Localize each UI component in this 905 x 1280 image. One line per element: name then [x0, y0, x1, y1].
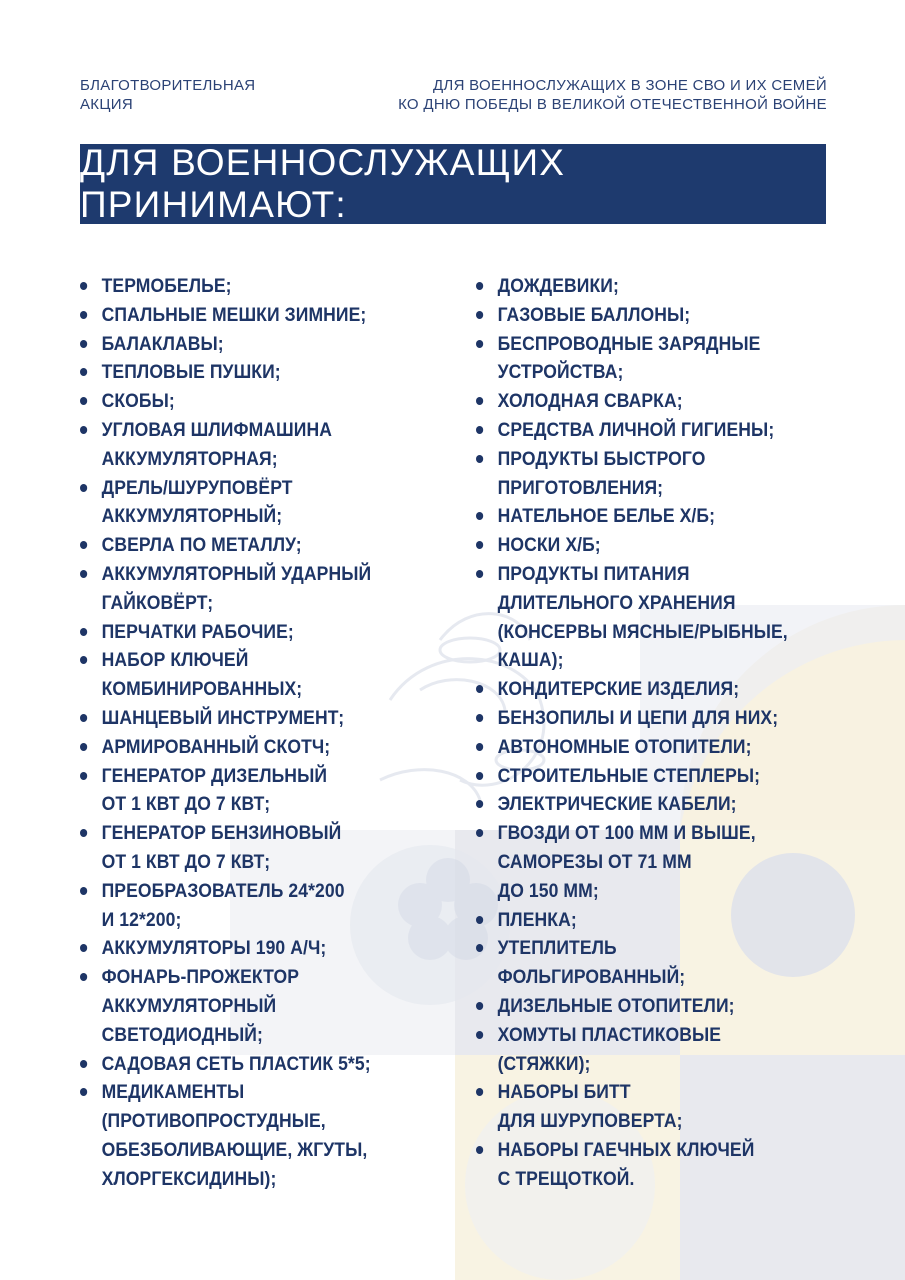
bullet-icon	[476, 1002, 483, 1010]
list-item-text: АРМИРОВАННЫЙ СКОТЧ;	[101, 735, 331, 758]
list-item-text: АВТОНОМНЫЕ ОТОПИТЕЛИ;	[497, 735, 752, 758]
list-item-text: ТЕПЛОВЫЕ ПУШКИ;	[101, 361, 281, 384]
bullet-icon	[476, 1146, 483, 1154]
list-item	[80, 1078, 404, 1193]
list-item-text: СПАЛЬНЫЕ МЕШКИ ЗИМНИЕ;	[101, 303, 367, 326]
header-right-line2: КО ДНЮ ПОБЕДЫ В ВЕЛИКОЙ ОТЕЧЕСТВЕННОЙ ВОЙНЕ	[398, 96, 827, 113]
list-item-text: ГАЗОВЫЕ БАЛЛОНЫ;	[497, 303, 691, 326]
list-item-text: БЕСПРОВОДНЫЕ ЗАРЯДНЫЕ УСТРОЙСТВА;	[497, 332, 761, 384]
bullet-icon	[80, 628, 87, 636]
bullet-icon	[476, 455, 483, 463]
page-title: ДЛЯ ВОЕННОСЛУЖАЩИХ ПРИНИМАЮТ:	[80, 142, 566, 225]
list-item	[476, 906, 800, 935]
list-item	[80, 416, 404, 474]
list-item-text: ХОМУТЫ ПЛАСТИКОВЫЕ (СТЯЖКИ);	[497, 1023, 722, 1075]
bullet-icon	[476, 800, 483, 808]
list-item-text: ПРЕОБРАЗОВАТЕЛЬ 24*200 И 12*200;	[101, 879, 345, 931]
bullet-icon	[476, 714, 483, 722]
bullet-icon	[80, 397, 87, 405]
left-items-list	[80, 272, 440, 1194]
header-left-line1: БЛАГОТВОРИТЕЛЬНАЯ	[80, 77, 256, 94]
list-item-text: СКОБЫ;	[101, 390, 175, 413]
bullet-icon	[80, 311, 87, 319]
header-left	[80, 76, 255, 114]
list-item-text: ГЕНЕРАТОР ДИЗЕЛЬНЫЙ ОТ 1 КВТ ДО 7 КВТ;	[101, 764, 328, 816]
list-item-text: ДОЖДЕВИКИ;	[497, 275, 619, 297]
list-item	[476, 762, 800, 791]
bullet-icon	[80, 340, 87, 348]
list-item	[476, 560, 800, 675]
bullet-icon	[476, 541, 483, 549]
list-item-text: УГЛОВАЯ ШЛИФМАШИНА АККУМУЛЯТОРНАЯ;	[101, 418, 333, 470]
list-item	[80, 877, 404, 935]
bullet-icon	[80, 656, 87, 664]
list-item	[476, 531, 800, 560]
list-item-text: ЭЛЕКТРИЧЕСКИЕ КАБЕЛИ;	[497, 793, 737, 816]
list-item-text: ПЕРЧАТКИ РАБОЧИЕ;	[101, 620, 294, 643]
bullet-icon	[476, 829, 483, 837]
bullet-icon	[476, 311, 483, 319]
list-item-text: НАБОРЫ ГАЕЧНЫХ КЛЮЧЕЙ С ТРЕЩОТКОЙ.	[497, 1138, 755, 1190]
bullet-icon	[476, 743, 483, 751]
list-item	[476, 445, 800, 503]
list-item-text: ПЛЕНКА;	[497, 908, 577, 931]
list-item-text: ХОЛОДНАЯ СВАРКА;	[497, 390, 683, 413]
bullet-icon	[80, 714, 87, 722]
list-item-text: ДРЕЛЬ/ШУРУПОВЁРТ АККУМУЛЯТОРНЫЙ;	[101, 476, 293, 528]
bullet-icon	[80, 426, 87, 434]
bullet-icon	[80, 570, 87, 578]
list-item-text: НАТЕЛЬНОЕ БЕЛЬЕ Х/Б;	[497, 505, 716, 528]
list-item	[80, 819, 404, 877]
right-items-list	[476, 272, 836, 1194]
header-right	[398, 76, 827, 114]
list-item	[476, 704, 800, 733]
bullet-icon	[80, 743, 87, 751]
bullet-icon	[476, 397, 483, 405]
bullet-icon	[476, 282, 483, 290]
bullet-icon	[80, 1060, 87, 1068]
list-item-text: ГВОЗДИ ОТ 100 ММ И ВЫШЕ, САМОРЕЗЫ ОТ 71 ММ ДО 150 ММ;	[497, 822, 756, 902]
list-item	[80, 358, 404, 387]
list-item	[80, 560, 404, 618]
list-item	[80, 272, 404, 301]
list-item-text: СТРОИТЕЛЬНЫЕ СТЕПЛЕРЫ;	[497, 764, 761, 787]
list-item-text: МЕДИКАМЕНТЫ (ПРОТИВОПРОСТУДНЫЕ, ОБЕЗБОЛИВАЮЩИЕ, ЖГУТЫ, ХЛОРГЕКСИДИНЫ);	[101, 1081, 368, 1190]
list-item	[476, 502, 800, 531]
list-item	[476, 1021, 800, 1079]
header-left-line2: АКЦИЯ	[80, 96, 133, 113]
bullet-icon	[80, 282, 87, 290]
bullet-icon	[476, 916, 483, 924]
title-banner	[80, 144, 826, 224]
list-item-text: НАБОРЫ БИТТ ДЛЯ ШУРУПОВЕРТА;	[497, 1081, 683, 1133]
bullet-icon	[80, 772, 87, 780]
list-item-text: БЕНЗОПИЛЫ И ЦЕПИ ДЛЯ НИХ;	[497, 706, 779, 729]
list-item	[80, 646, 404, 704]
list-item	[80, 704, 404, 733]
list-item	[80, 762, 404, 820]
list-item-text: НАБОР КЛЮЧЕЙ КОМБИНИРОВАННЫХ;	[101, 649, 303, 701]
bullet-icon	[476, 570, 483, 578]
list-item-text: АККУМУЛЯТОРНЫЙ УДАРНЫЙ ГАЙКОВЁРТ;	[101, 562, 372, 614]
bullet-icon	[80, 973, 87, 981]
header-right-line1: ДЛЯ ВОЕННОСЛУЖАЩИХ В ЗОНЕ СВО И ИХ СЕМЕЙ	[432, 77, 827, 94]
bullet-icon	[476, 685, 483, 693]
list-item	[80, 733, 404, 762]
list-item	[80, 301, 404, 330]
list-item-text: СВЕРЛА ПО МЕТАЛЛУ;	[101, 534, 302, 557]
list-item-text: УТЕПЛИТЕЛЬ ФОЛЬГИРОВАННЫЙ;	[497, 937, 686, 989]
list-item	[476, 790, 800, 819]
list-item	[80, 387, 404, 416]
list-item	[80, 474, 404, 532]
list-item	[476, 387, 800, 416]
list-item-text: САДОВАЯ СЕТЬ ПЛАСТИК 5*5;	[101, 1052, 371, 1075]
bullet-icon	[476, 772, 483, 780]
list-item	[476, 733, 800, 762]
list-item-text: ГЕНЕРАТОР БЕНЗИНОВЫЙ ОТ 1 КВТ ДО 7 КВТ;	[101, 822, 342, 873]
list-item	[476, 1136, 800, 1194]
list-item-text: ПРОДУКТЫ БЫСТРОГО ПРИГОТОВЛЕНИЯ;	[497, 447, 706, 499]
list-item-text: ФОНАРЬ-ПРОЖЕКТОР АККУМУЛЯТОРНЫЙ СВЕТОДИОДНЫЙ;	[101, 966, 300, 1046]
bullet-icon	[476, 1088, 483, 1096]
list-item	[476, 934, 800, 992]
bullet-icon	[476, 340, 483, 348]
list-item	[80, 618, 404, 647]
list-item	[476, 675, 800, 704]
list-item	[476, 301, 800, 330]
list-item-text: ПРОДУКТЫ ПИТАНИЯ ДЛИТЕЛЬНОГО ХРАНЕНИЯ (КОНСЕРВЫ МЯСНЫЕ/РЫБНЫЕ, КАША);	[497, 562, 788, 672]
list-item-text: СРЕДСТВА ЛИЧНОЙ ГИГИЕНЫ;	[497, 418, 775, 441]
list-item	[476, 1078, 800, 1136]
bullet-icon	[80, 829, 87, 837]
bullet-icon	[80, 368, 87, 376]
list-item-text: АККУМУЛЯТОРЫ 190 А/Ч;	[101, 937, 327, 960]
list-item-text: КОНДИТЕРСКИЕ ИЗДЕЛИЯ;	[497, 678, 740, 701]
list-item-text: ШАНЦЕВЫЙ ИНСТРУМЕНТ;	[101, 706, 345, 729]
list-item	[476, 416, 800, 445]
bullet-icon	[476, 944, 483, 952]
list-item	[80, 1050, 404, 1079]
list-item	[80, 934, 404, 963]
list-item-text: ТЕРМОБЕЛЬЕ;	[101, 275, 232, 297]
list-item	[476, 272, 800, 301]
bullet-icon	[476, 1031, 483, 1039]
bullet-icon	[80, 944, 87, 952]
bullet-icon	[80, 484, 87, 492]
list-item-text: НОСКИ Х/Б;	[497, 534, 601, 557]
bullet-icon	[80, 887, 87, 895]
list-item-text: БАЛАКЛАВЫ;	[101, 332, 224, 355]
list-item	[80, 330, 404, 359]
bullet-icon	[476, 512, 483, 520]
list-item	[476, 992, 800, 1021]
list-item	[80, 531, 404, 560]
bullet-icon	[80, 1088, 87, 1096]
bullet-icon	[476, 426, 483, 434]
list-item	[80, 963, 404, 1049]
bullet-icon	[80, 541, 87, 549]
list-item	[476, 819, 800, 905]
list-item-text: ДИЗЕЛЬНЫЕ ОТОПИТЕЛИ;	[497, 994, 735, 1017]
list-item	[476, 330, 800, 388]
